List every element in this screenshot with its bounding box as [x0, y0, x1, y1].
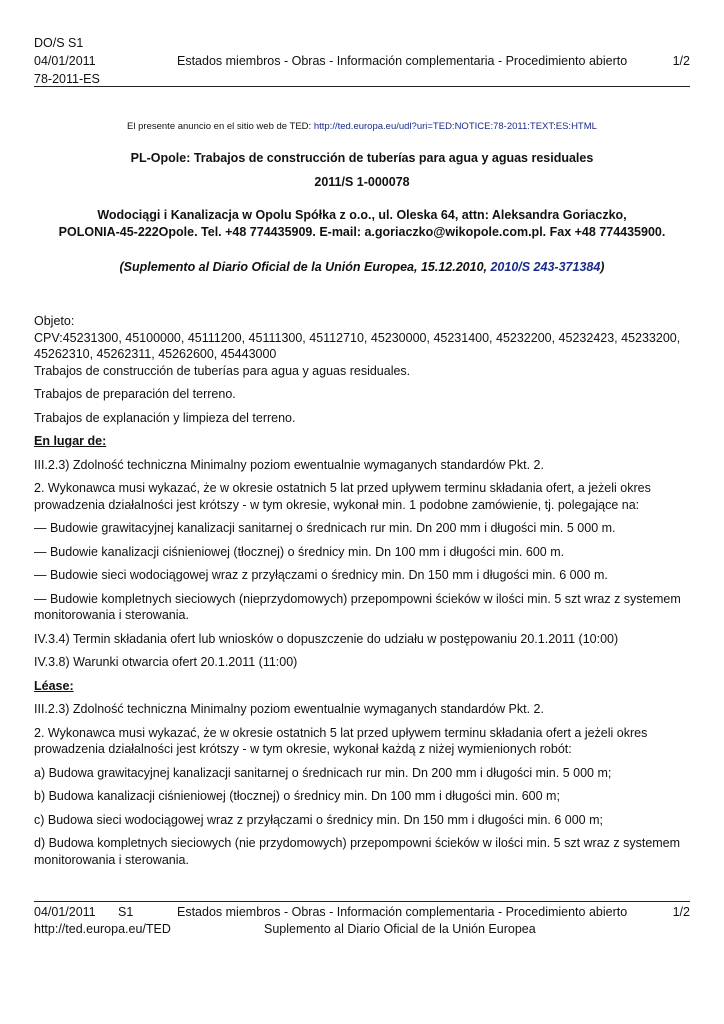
ted-note: [0, 121, 724, 132]
instead-item: 2. Wykonawca musi wykazać, że w okresie ostatnich 5 lat przed upływem terminu składania ofert, a jeżeli okres prowadzenia działalności jest krótszy - w tym okresie, wykonał min. 1 podobne zamówienie, tj. polegające na:: [34, 481, 651, 512]
instead-item: IV.3.8) Warunki otwarcia ofert 20.1.2011 (11:00): [34, 655, 298, 669]
instead-item: — Budowie grawitacyjnej kanalizacji sanitarnej o średnicach rur min. Dn 200 mm i długości min. 5 000 m.: [34, 521, 616, 535]
read-item: a) Budowa grawitacyjnej kanalizacji sanitarnej o średnicach rur min. Dn 200 mm i długości min. 5 000 m;: [34, 765, 612, 780]
page-header: [34, 34, 690, 86]
object-line-3: Trabajos de explanación y limpieza del terreno.: [34, 410, 296, 425]
notice-body: [34, 313, 690, 875]
read-item: III.2.3) Zdolność techniczna Minimalny poziom ewentualnie wymaganych standardów Pkt. 2.: [34, 702, 544, 716]
cpv-codes: CPV:45231300, 45100000, 45111200, 45111300, 45112710, 45230000, 45231400, 45232200, 45232423, 45233200, 45262310, 45262311, 45262600, 45443000: [34, 330, 681, 361]
footer-series: S1: [118, 905, 134, 919]
instead-item: III.2.3) Zdolność techniczna Minimalny poziom ewentualnie wymaganych standardów Pkt. 2.: [34, 457, 544, 472]
supplement-link[interactable]: 2010/S 243-371384: [490, 260, 601, 274]
footer-page-number: 1/2: [672, 905, 690, 919]
read-item: 2. Wykonawca musi wykazać, że w okresie ostatnich 5 lat przed upływem terminu składania ofert a jeżeli okres prowadzenia działalności jest krótszy - w tym okresie, wykonał każdą z niżej wymienionych robót:: [34, 725, 648, 756]
objeto-label: Objeto:: [34, 314, 75, 328]
object-line-1: Trabajos de construcción de tuberías para agua y aguas residuales.: [34, 363, 411, 378]
read-item: d) Budowa kompletnych sieciowych (nie przydomowych) przepompowni ścieków w ilości min. 5 szt wraz z systemem monitorowania i sterowania.: [34, 836, 681, 867]
instead-item: IV.3.4) Termin składania ofert lub wniosków o dopuszczenie do udziału w postępowaniu 20.1.2011 (10:00): [34, 631, 619, 646]
header-date: 04/01/2011: [34, 54, 96, 68]
read-item: b) Budowa kanalizacji ciśnieniowej (tłocznej) o średnicy min. Dn 100 mm i długości min. 600 m;: [34, 789, 560, 803]
object-line-2: Trabajos de preparación del terreno.: [34, 387, 236, 401]
supplement-prefix: (Suplemento al Diario Oficial de la Unión Europea, 15.12.2010,: [119, 260, 491, 274]
notice-number: 2011/S 1-000078: [314, 175, 410, 189]
footer-date: 04/01/2011: [34, 905, 96, 919]
supplement-reference: [20, 260, 704, 274]
ted-notice-link[interactable]: http://ted.europa.eu/udl?uri=TED:NOTICE:78-2011:TEXT:ES:HTML: [313, 121, 597, 132]
authority-line-1: Wodociągi i Kanalizacja w Opolu Spółka z o.o., ul. Oleska 64, attn: Aleksandra Goriaczko,: [97, 208, 627, 222]
authority-line-2: POLONIA-45-222Opole. Tel. +48 774435909. E-mail: a.goriaczko@wikopole.com.pl. Fax +48 774435900.: [58, 225, 666, 239]
footer-supplement: Suplemento al Diario Oficial de la Unión Europea: [264, 922, 536, 936]
read-heading: Léase:: [34, 678, 74, 693]
header-page-number: 1/2: [672, 54, 690, 68]
instead-item: — Budowie kanalizacji ciśnieniowej (tłocznej) o średnicy min. Dn 100 mm i długości min. 600 m.: [34, 544, 565, 559]
instead-item: — Budowie kompletnych sieciowych (nieprzydomowych) przepompowni ścieków w ilości min. 5 szt wraz z systemem monitorowania i sterowania.: [34, 591, 681, 622]
supplement-suffix: ): [600, 260, 605, 274]
read-item: c) Budowa sieci wodociągowej wraz z przyłączami o średnicy min. Dn 150 mm i długości min. 6 000 m;: [34, 812, 603, 827]
footer-url: http://ted.europa.eu/TED: [34, 922, 171, 936]
header-title: Estados miembros - Obras - Información complementaria - Procedimiento abierto: [177, 54, 628, 68]
contracting-authority: [20, 207, 704, 241]
footer-title: Estados miembros - Obras - Información complementaria - Procedimiento abierto: [177, 905, 628, 919]
doc-series: DO/S S1: [34, 36, 84, 50]
instead-item: — Budowie sieci wodociągowej wraz z przyłączami o średnicy min. Dn 150 mm i długości min. 6 000 m.: [34, 568, 608, 582]
ted-note-prefix: El presente anuncio en el sitio web de TED:: [127, 121, 314, 132]
notice-id: 78-2011-ES: [34, 72, 100, 86]
footer-divider: [34, 901, 690, 902]
header-divider: [34, 86, 690, 87]
notice-heading: PL-Opole: Trabajos de construcción de tuberías para agua y aguas residuales: [130, 151, 594, 165]
header-meta: [34, 34, 100, 88]
page-footer: [34, 904, 690, 940]
instead-of-heading: En lugar de:: [34, 434, 107, 448]
